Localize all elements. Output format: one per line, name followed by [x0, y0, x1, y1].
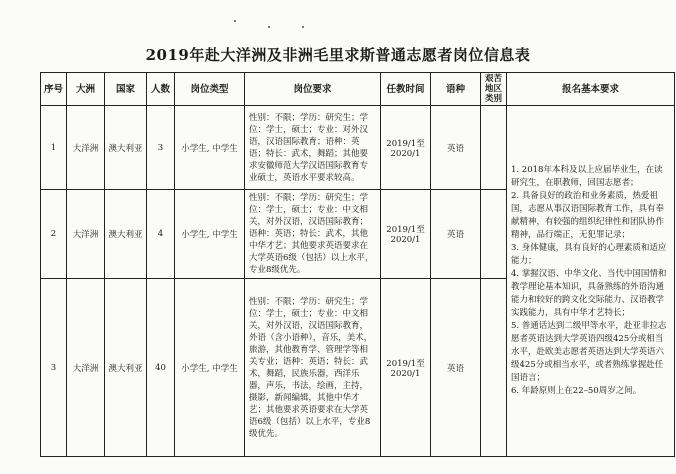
- cell-continent: 大洋洲: [67, 106, 105, 190]
- signup-item: 3. 身体健康，具有良好的心理素质和适应能力；: [511, 243, 667, 266]
- header-post-type: 岗位类型: [175, 73, 245, 106]
- signup-item: 5. 普通话达到二级甲等水平，赴亚非拉志愿者英语达到大学英语四级425分或相当水平，赴欧美志愿者英语达到大学英语六级425分或相当水平，或者熟练掌握赴任国语言；: [511, 321, 667, 383]
- signup-item: 4. 掌握汉语、中华文化、当代中国国情和教学理论基本知识，具备熟练的外语沟通能力和较好的跨文化交际能力、汉语教学实践能力，具有中华才艺特长；: [511, 269, 667, 318]
- header-index: 序号: [41, 73, 67, 106]
- table-row: [41, 106, 675, 190]
- cell-post-type: 小学生, 中学生: [175, 279, 245, 457]
- header-country: 国家: [105, 73, 147, 106]
- signup-item: 2. 具备良好的政治和业务素质，热爱祖国，志愿从事汉语国际教育工作，具有奉献精神，有较强的组织纪律性和团队协作精神，品行端正，无犯罪记录；: [511, 191, 665, 240]
- cell-language: 英语: [431, 106, 481, 190]
- cell-requirements: 性别：不限；学历：研究生；学位：学士，硕士；专业：中文相关，对外汉语，汉语国际教育；语种：英语；特长：武术，其他中华才艺；其他要求英语要求在大学英语6级（包括）以上水平，专业8级优先。: [245, 190, 381, 279]
- scan-speck: [268, 26, 270, 28]
- cell-term: 2019/1至2020/1: [381, 190, 431, 279]
- cell-continent: 大洋洲: [67, 279, 105, 457]
- cell-index: 2: [41, 190, 67, 279]
- signup-item: 6. 年龄原则上在22–50周岁之间。: [511, 386, 642, 396]
- header-continent: 大洲: [67, 73, 105, 106]
- header-row: [41, 73, 675, 106]
- cell-hardship: [481, 190, 507, 279]
- cell-count: 4: [147, 190, 175, 279]
- scan-speck: [234, 20, 236, 22]
- cell-country: 澳大利亚: [105, 279, 147, 457]
- cell-country: 澳大利亚: [105, 106, 147, 190]
- cell-language: 英语: [431, 279, 481, 457]
- cell-language: 英语: [431, 190, 481, 279]
- cell-hardship: [481, 279, 507, 457]
- volunteer-post-table: [40, 72, 675, 457]
- scan-speck: [302, 26, 304, 28]
- signup-item: 1. 2018年本科及以上应届毕业生，在读研究生，在职教师，回国志愿者；: [511, 165, 663, 188]
- header-term: 任教时间: [381, 73, 431, 106]
- cell-signup-requirements: [507, 106, 675, 457]
- cell-continent: 大洋洲: [67, 190, 105, 279]
- cell-term: 2019/1至2020/1: [381, 106, 431, 190]
- header-count: 人数: [147, 73, 175, 106]
- cell-term: 2019/1至2020/1: [381, 279, 431, 457]
- cell-country: 澳大利亚: [105, 190, 147, 279]
- cell-requirements: 性别：不限；学历：研究生；学位：学士，硕士；专业：中文相关，对外汉语，汉语国际教育，外语（含小语种），音乐，美术，旅游，其他教育学、管理学等相关专业；语种：英语；特长：武术，舞蹈，民族乐器，西洋乐器，声乐，书法，绘画，主持，摄影，新闻编辑，其他中华才艺；其他要求英语要求在大学英语6级（包括）以上水平，专业8级优先。: [245, 279, 381, 457]
- cell-post-type: 小学生, 中学生: [175, 190, 245, 279]
- cell-index: 3: [41, 279, 67, 457]
- page-title: 2019年赴大洋洲及非洲毛里求斯普通志愿者岗位信息表: [145, 46, 531, 64]
- header-signup: 报名基本要求: [507, 73, 675, 106]
- header-hardship: 艰苦地区类别: [481, 73, 507, 106]
- cell-requirements: 性别：不限；学历：研究生；学位：学士，硕士；专业：对外汉语，汉语国际教育；语种：英语；特长：武术，舞蹈；其他要求安徽师范大学汉语国际教育专业硕士，英语水平要求较高。: [245, 106, 381, 190]
- header-language: 语种: [431, 73, 481, 106]
- cell-post-type: 小学生, 中学生: [175, 106, 245, 190]
- cell-hardship: [481, 106, 507, 190]
- header-requirements: 岗位要求: [245, 73, 381, 106]
- cell-count: 40: [147, 279, 175, 457]
- cell-count: 3: [147, 106, 175, 190]
- cell-index: 1: [41, 106, 67, 190]
